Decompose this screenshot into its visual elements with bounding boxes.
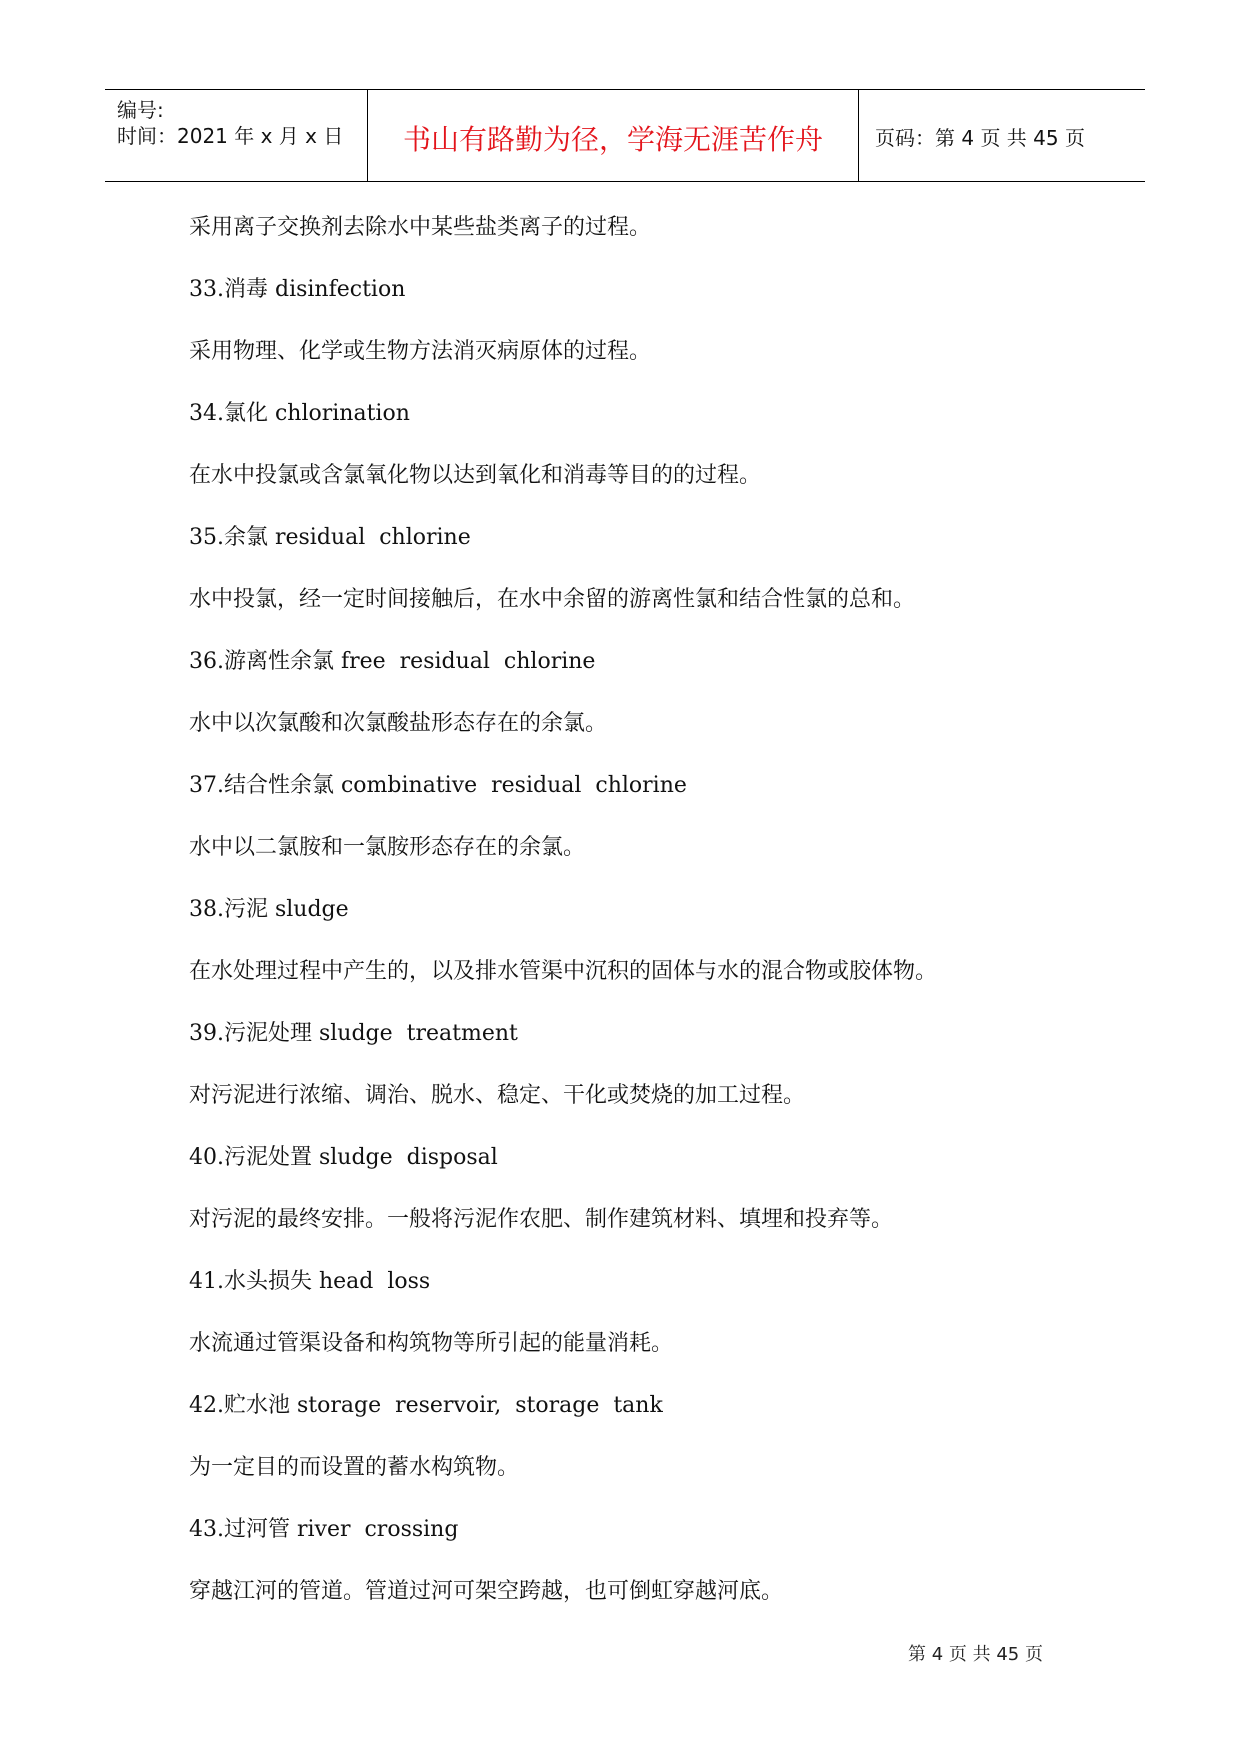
- header-right-cell: [859, 90, 1145, 181]
- term-heading: 43.过河管 river crossing: [189, 1517, 459, 1542]
- definition-text: 采用物理、化学或生物方法消灭病原体的过程。: [189, 339, 652, 364]
- term-heading: 35.余氯 residual chlorine: [189, 525, 471, 550]
- definition-text: 水中以二氯胺和一氯胺形态存在的余氯。: [189, 835, 586, 860]
- definition-text: 水流通过管渠设备和构筑物等所引起的能量消耗。: [189, 1331, 674, 1356]
- header-page-info: 页码：第 4 页 共 45 页: [875, 126, 1085, 150]
- header-motto-cell: [368, 90, 859, 181]
- definition-text: 水中投氯，经一定时间接触后，在水中余留的游离性氯和结合性氯的总和。: [189, 587, 916, 612]
- term-heading: 37.结合性余氯 combinative residual chlorine: [189, 773, 687, 798]
- header-motto: 书山有路勤为径，学海无涯苦作舟: [402, 123, 823, 156]
- term-heading: 34.氯化 chlorination: [189, 401, 410, 426]
- header-left-cell: [105, 90, 368, 181]
- term-heading: 39.污泥处理 sludge treatment: [189, 1021, 518, 1046]
- term-heading: 40.污泥处置 sludge disposal: [189, 1145, 498, 1170]
- definition-text: 对污泥进行浓缩、调治、脱水、稳定、干化或焚烧的加工过程。: [189, 1083, 806, 1108]
- definition-text: 为一定目的而设置的蓄水构筑物。: [189, 1455, 520, 1480]
- definition-text: 采用离子交换剂去除水中某些盐类离子的过程。: [189, 215, 652, 240]
- definition-text: 在水处理过程中产生的，以及排水管渠中沉积的固体与水的混合物或胶体物。: [189, 959, 938, 984]
- term-heading: 41.水头损失 head loss: [189, 1269, 431, 1294]
- term-heading: 42.贮水池 storage reservoir, storage tank: [189, 1393, 663, 1418]
- term-heading: 33.消毒 disinfection: [189, 277, 406, 302]
- document-date: 时间：2021 年 x 月 x 日: [117, 124, 344, 148]
- definition-text: 在水中投氯或含氯氧化物以达到氧化和消毒等目的的过程。: [189, 463, 762, 488]
- term-heading: 38.污泥 sludge: [189, 897, 349, 922]
- document-number-label: 编号:: [117, 98, 164, 122]
- page-footer: 第 4 页 共 45 页: [908, 1644, 1043, 1665]
- term-heading: 36.游离性余氯 free residual chlorine: [189, 649, 596, 674]
- page-header: [105, 89, 1145, 182]
- definition-text: 水中以次氯酸和次氯酸盐形态存在的余氯。: [189, 711, 608, 736]
- definition-text: 对污泥的最终安排。一般将污泥作农肥、制作建筑材料、填埋和投弃等。: [189, 1207, 894, 1232]
- definition-text: 穿越江河的管道。管道过河可架空跨越，也可倒虹穿越河底。: [189, 1579, 784, 1604]
